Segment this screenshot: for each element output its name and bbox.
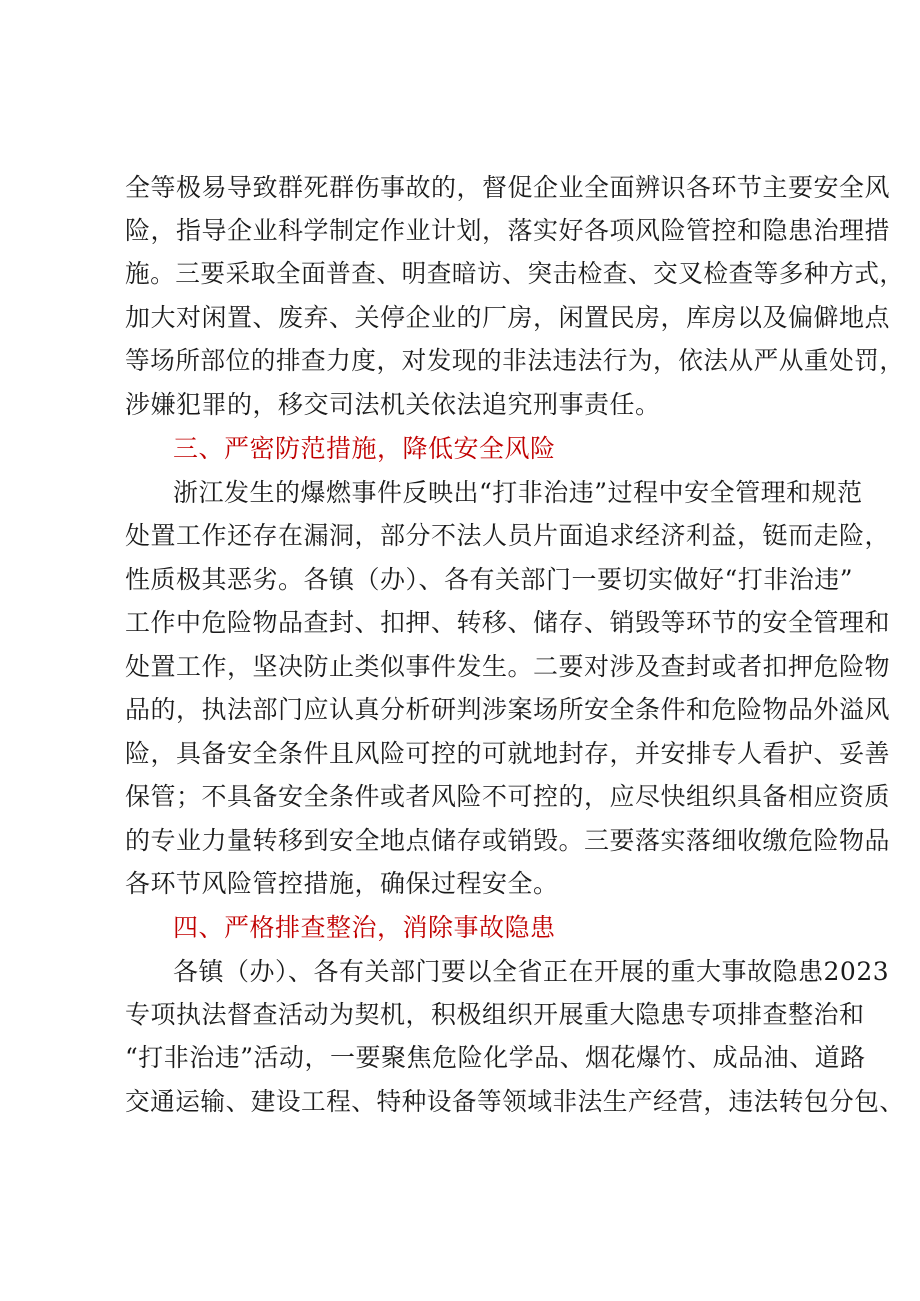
paragraph-line: 的专业力量转移到安全地点储存或销毁。三要落实落细收缴危险物品 — [125, 826, 891, 855]
paragraph-line: 险，指导企业科学制定作业计划，落实好各项风险管控和隐患治理措 — [125, 216, 891, 245]
section-heading: 四、严格排查整治，消除事故隐患 — [173, 913, 556, 942]
paragraph-line: 等场所部位的排查力度，对发现的非法违法行为，依法从严从重处罚， — [125, 346, 905, 375]
paragraph-line: 险，具备安全条件且风险可控的可就地封存，并安排专人看护、妥善 — [125, 739, 891, 768]
paragraph-line: “打非治违”活动，一要聚焦危险化学品、烟花爆竹、成品油、道路 — [125, 1043, 866, 1072]
paragraph-line: 性质极其恶劣。各镇（办）、各有关部门一要切实做好“打非治违” — [125, 565, 854, 594]
section-heading: 三、严密防范措施，降低安全风险 — [173, 434, 556, 463]
paragraph-line: 浙江发生的爆燃事件反映出“打非治违”过程中安全管理和规范 — [173, 478, 863, 507]
paragraph-line: 涉嫌犯罪的，移交司法机关依法追究刑事责任。 — [125, 390, 661, 419]
paragraph-line: 保管；不具备安全条件或者风险不可控的，应尽快组织具备相应资质 — [125, 782, 891, 811]
paragraph-line: 各环节风险管控措施，确保过程安全。 — [125, 869, 559, 898]
paragraph-line: 处置工作还存在漏洞，部分不法人员片面追求经济利益，铤而走险， — [125, 521, 891, 550]
paragraph-line: 施。三要采取全面普查、明查暗访、突击检查、交叉检查等多种方式， — [125, 259, 905, 288]
paragraph-line: 品的，执法部门应认真分析研判涉案场所安全条件和危险物品外溢风 — [125, 695, 891, 724]
paragraph-line: 加大对闲置、废弃、关停企业的厂房，闲置民房，库房以及偏僻地点 — [125, 303, 891, 332]
paragraph-line: 专项执法督查活动为契机，积极组织开展重大隐患专项排查整治和 — [125, 1000, 865, 1029]
paragraph-line: 工作中危险物品查封、扣押、转移、储存、销毁等环节的安全管理和 — [125, 608, 891, 637]
paragraph-line: 全等极易导致群死群伤事故的，督促企业全面辨识各环节主要安全风 — [125, 173, 891, 202]
paragraph-line: 处置工作，坚决防止类似事件发生。二要对涉及查封或者扣押危险物 — [125, 652, 891, 681]
paragraph-line: 交通运输、建设工程、特种设备等领域非法生产经营，违法转包分包、 — [125, 1087, 905, 1116]
paragraph-line: 各镇（办）、各有关部门要以全省正在开展的重大事故隐患2023 — [173, 957, 890, 986]
